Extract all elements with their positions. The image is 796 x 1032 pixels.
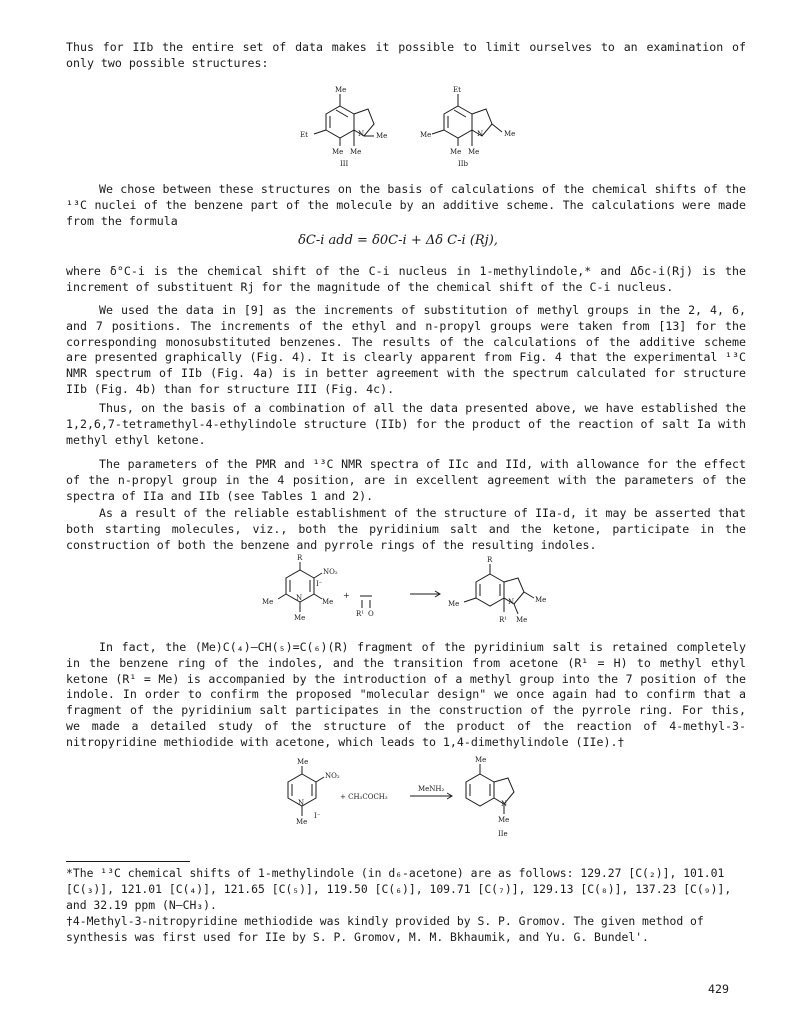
structure-III: [314, 94, 374, 146]
scheme1-product-R: R: [487, 556, 493, 564]
scheme1-reactant-iodide: I⁻: [316, 580, 323, 588]
paragraph-IIc-IId: The parameters of the PMR and ¹³C NMR spectra of IIc and IId, with allowance for the effect of the n-propyl group in the 4 position, are in excellent agreement with the parameters of the spectra of IIa and IIb (see Tables 1 and 2).: [66, 457, 746, 503]
formula-additive-scheme: δC-i add = δ0C-i + Δδ C-i (Rj),: [298, 233, 498, 248]
IIb-left-sub: Me: [420, 131, 432, 139]
scheme1-reactant-Me-bottom: Me: [294, 614, 306, 622]
III-bottom-sub-2: Me: [350, 148, 362, 156]
paragraph-formula-definition: where δ°C-i is the chemical shift of the C-i nucleus in 1-methylindole,* and Δδc-i(Rj) is the increment of substituent Rj for the magnitude of the chemical shift of the C-i nucleus.: [66, 264, 746, 294]
III-top-sub: Me: [335, 86, 347, 94]
scheme2-reactant-Me-top: Me: [297, 758, 309, 766]
IIb-N: N: [477, 130, 484, 138]
IIb-top-sub: Et: [453, 86, 461, 94]
scheme1-reactant-N: N: [296, 594, 303, 602]
III-left-sub: Et: [300, 131, 308, 139]
figure-structures-III-IIb: [270, 82, 540, 172]
paragraph-molecular-design: In fact, the (Me)C(₄)–CH(₅)=C(₆)(R) fragment of the pyridinium salt is retained completely in the benzene ring of the indoles, and the transition from acetone (R¹ = H) to methyl ethyl ketone (R¹ = Me) is accompanied by the introduction of a methyl group into the 7 position of the indole. In order to confirm the proposed "molecular design" we once again had to confirm that a fragment of the pyridinium salt participates in the construction of the pyrrole ring. For this, we made a detailed study of the structure of the product of the reaction of 4-methyl-3-nitropyridine methiodide with acetone, which leads to 1,4-dimethylindole (IIe).†: [66, 640, 746, 749]
scheme2-product-Me-top: Me: [475, 756, 487, 764]
footnote-acknowledgement: †4-Methyl-3-nitropyridine methiodide was kindly provided by S. P. Gromov. The given method of synthesis was first used for IIe by S. P. Gromov, M. M. Bkhaumik, and Yu. G. Bundel'.: [66, 914, 704, 944]
scheme1-reactant-NO2: NO₂: [323, 568, 338, 576]
III-right-sub: Me: [376, 132, 388, 140]
scheme1-reactant-R: R: [297, 554, 303, 562]
scheme2-reactant-NO2: NO₂: [325, 772, 340, 780]
scheme2-reactant-iodide: I⁻: [314, 812, 321, 820]
paragraph-increments: We used the data in [9] as the increments of substitution of methyl groups in the 2, 4, 6, and 7 positions. The increments of the ethyl and n-propyl groups were taken from [13] for the corresponding monosubstituted benzenes. The results of the calculations of the additive scheme are presented graphically (Fig. 4). It is clearly apparent from Fig. 4 that the experimental ¹³C NMR spectrum of IIb (Fig. 4a) is in better agreement with the spectrum calculated for structure IIb (Fig. 4b) than for structure III (Fig. 4c).: [66, 303, 746, 396]
IIb-bottom-sub-1: Me: [450, 148, 462, 156]
scheme2-reactant-Me-bottom: Me: [296, 818, 308, 826]
structure-IIb: [432, 94, 502, 146]
scheme1-reactant-Me-left: Me: [262, 598, 274, 606]
scheme1-product-R1: R¹: [499, 616, 508, 624]
III-N: N: [358, 130, 365, 138]
scheme1-product-N: N: [508, 598, 515, 606]
paragraph-intro: Thus for IIb the entire set of data makes it possible to limit ourselves to an examination of only two possible structures:: [66, 40, 746, 70]
IIb-bottom-sub-2: Me: [468, 148, 480, 156]
paragraph-starting-molecules: As a result of the reliable establishment of the structure of IIa-d, it may be asserted that both starting molecules, viz., both the pyridinium salt and the ketone, participate in the construction of both the benzene and pyrrole rings of the resulting indoles.: [66, 506, 746, 552]
footnote-rule: [66, 861, 190, 862]
scheme1-product-Me-bottom: Me: [516, 616, 528, 624]
scheme2-product-Me-bottom: Me: [498, 816, 510, 824]
footnote-13C-shifts: *The ¹³C chemical shifts of 1-methylindole (in d₆-acetone) are as follows: 129.27 [C(₂)], 101.01 [C(₃)], 121.01 [C(₄)], 121.65 [C(₅)], 119.50 [C(₆)], 109.71 [C(₇)], 129.13 [C(₈)], 137.23 [C(₉)], and 32.19 ppm (N–CH₃).: [66, 866, 732, 912]
reaction-scheme-2: [280, 756, 540, 846]
paragraph-calculation-method: We chose between these structures on the basis of calculations of the chemical shifts of the ¹³C nuclei of the benzene part of the molecule by an additive scheme. The calculations were made from the formula: [66, 182, 746, 228]
scheme2-reactant-N: N: [298, 799, 305, 807]
IIb-right-sub: Me: [504, 130, 516, 138]
paragraph-conclusion-IIb: Thus, on the basis of a combination of all the data presented above, we have established the 1,2,6,7-tetramethyl-4-ethylindole structure (IIb) for the product of the reaction of salt Ia with methyl ethyl ketone.: [66, 401, 746, 447]
IIb-label: IIb: [458, 160, 469, 168]
scheme2-arrow-label: MeNH₂: [418, 785, 445, 793]
scheme2-product-label: IIe: [498, 830, 508, 838]
scheme1-ketone-R1: R¹: [356, 610, 365, 618]
scheme1-product-Me-right: Me: [535, 596, 547, 604]
scheme2-reagent: + CH₃COCH₃: [340, 793, 388, 801]
scheme1-product-Me-left: Me: [448, 600, 460, 608]
scheme1-ketone-O: O: [368, 610, 374, 618]
reaction-scheme-1: [250, 556, 550, 638]
III-label: III: [340, 160, 349, 168]
scheme1-plus: +: [343, 591, 350, 600]
scheme1-reactant-Me-right: Me: [322, 598, 334, 606]
scheme2-product-N: N: [501, 800, 508, 808]
III-bottom-sub-1: Me: [332, 148, 344, 156]
page-number: 429: [708, 982, 729, 996]
